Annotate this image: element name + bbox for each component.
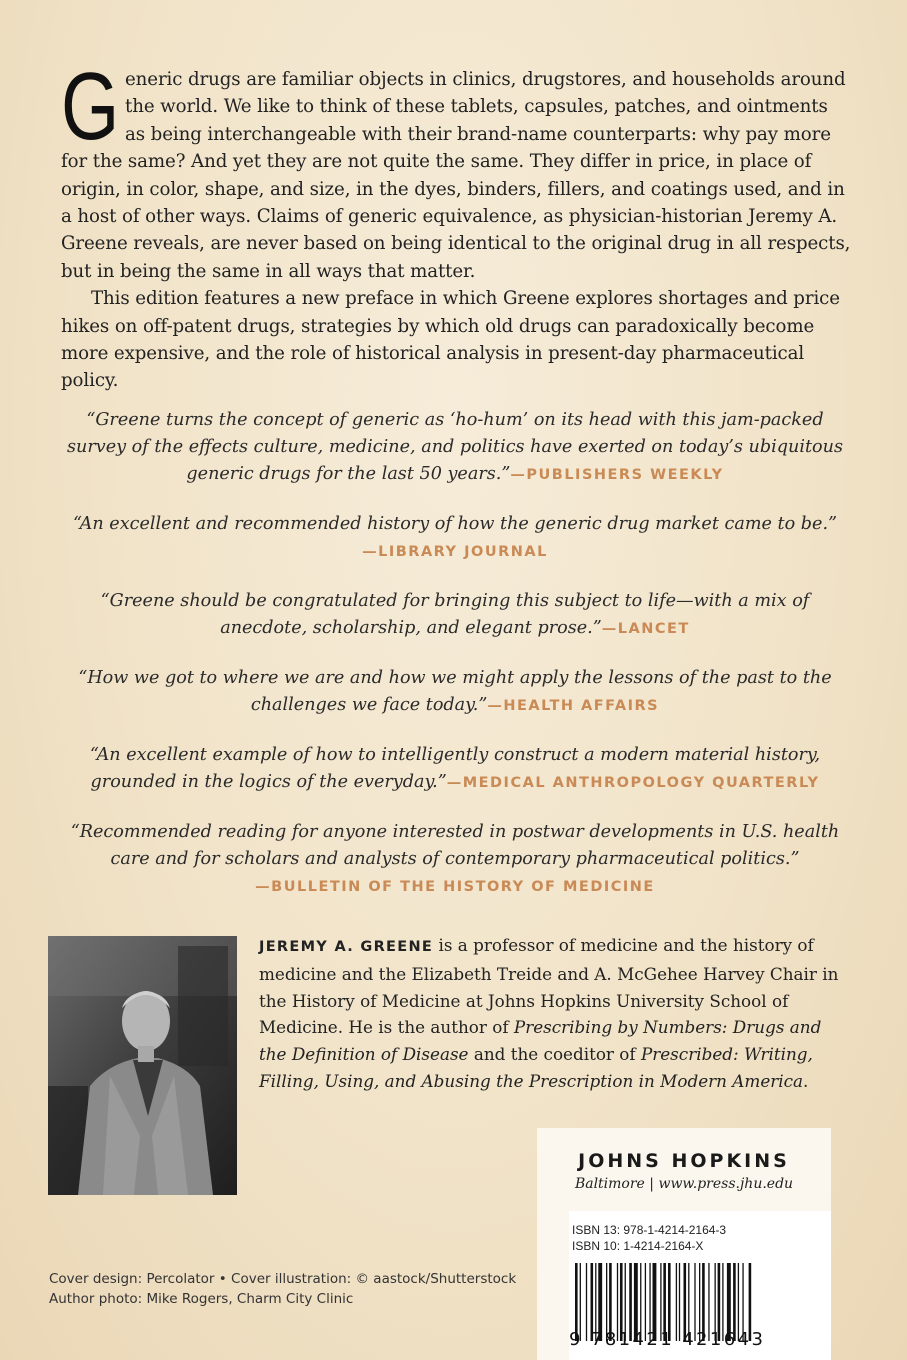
credits-line-2: Author photo: Mike Rogers, Charm City Clinic bbox=[49, 1291, 354, 1307]
description-paragraph-1 bbox=[61, 53, 851, 285]
bio-text: and the coeditor of bbox=[468, 1044, 641, 1065]
quote-text: “Recommended reading for anyone interested in postwar developments in U.S. health care and for scholars and analysts of contemporary pharmaceutical politics.” bbox=[70, 822, 840, 869]
publisher-box bbox=[537, 1128, 831, 1360]
quote-source: —PUBLISHERS WEEKLY bbox=[510, 467, 724, 483]
description-paragraph-2: This edition features a new preface in which Greene explores shortages and price hikes on off-patent drugs, strategies by which old drugs can paradoxically become more expensive, and the role of historical analysis in present-day pharmaceutical policy. bbox=[61, 288, 840, 392]
author-photo bbox=[48, 936, 237, 1195]
publisher-name: JOHNS HOPKINS bbox=[578, 1150, 790, 1172]
author-name: JEREMY A. GREENE bbox=[259, 939, 434, 955]
paragraph-1-text: eneric drugs are familiar objects in clinics, drugstores, and households around the world. We like to think of these tablets, capsules, patches, and ointments as being interchangeable with their brand-name counterparts: why pay more for the same? And yet they are not quite the same. They differ in price, in place of origin, in color, shape, and size, in the dyes, binders, fillers, and coatings used, and in a host of other ways. Claims of generic equivalence, as physician-historian Jeremy A. Greene reveals, are never based on being identical to the original drug in all respects, but in being the same in all ways that matter. bbox=[61, 69, 851, 282]
quote-text: “Greene turns the concept of generic as ‘ho-hum’ on its head with this jam-packed survey of the effects culture, medicine, and politics have exerted on today’s ubiquitous generic drugs for the last 50 years.” bbox=[67, 410, 843, 484]
quote-source: —LANCET bbox=[601, 621, 690, 637]
author-bio bbox=[259, 932, 849, 1095]
isbn-13: ISBN 13: 978-1-4214-2164-3 bbox=[572, 1223, 727, 1237]
publisher-city: Baltimore bbox=[574, 1176, 645, 1192]
review-quote bbox=[60, 665, 850, 720]
review-quote bbox=[60, 742, 850, 797]
cover-credits bbox=[49, 1269, 516, 1309]
quote-source: —LIBRARY JOURNAL bbox=[362, 544, 548, 560]
quote-text: “Greene should be congratulated for bringing this subject to life—with a mix of anecdote, scholarship, and elegant prose.” bbox=[100, 591, 810, 638]
credits-line-1: Cover design: Percolator • Cover illustration: © aastock/Shutterstock bbox=[49, 1271, 517, 1287]
quote-source: —BULLETIN OF THE HISTORY OF MEDICINE bbox=[255, 879, 655, 895]
quote-source: —HEALTH AFFAIRS bbox=[487, 698, 660, 714]
publisher-info bbox=[537, 1176, 831, 1192]
publisher-separator: | bbox=[644, 1176, 659, 1192]
review-quote bbox=[60, 819, 850, 901]
author-photo-image bbox=[48, 936, 237, 1195]
isbn-10: ISBN 10: 1-4214-2164-X bbox=[572, 1239, 704, 1253]
quote-text: “An excellent and recommended history of how the generic drug market came to be.” bbox=[72, 514, 838, 534]
publisher-url[interactable]: www.press.jhu.edu bbox=[658, 1176, 794, 1192]
book-description bbox=[61, 53, 851, 395]
book-title: Prescribing by Numbers: Drugs and the Definition of Disease bbox=[259, 1017, 822, 1065]
bio-text: . bbox=[803, 1070, 809, 1091]
quote-source: —MEDICAL ANTHROPOLOGY QUARTERLY bbox=[446, 775, 820, 791]
isbn-sticker bbox=[569, 1211, 831, 1360]
quote-text: “An excellent example of how to intelligently construct a modern material history, grounded in the logics of the everyday.” bbox=[89, 745, 821, 792]
barcode-digits: 9 781421 421643 bbox=[569, 1329, 766, 1350]
review-quote bbox=[60, 588, 850, 643]
drop-cap: G bbox=[61, 53, 120, 160]
book-title: Prescribed: Writing, Filling, Using, and Abusing the Prescription in Modern America bbox=[259, 1044, 813, 1091]
review-quotes bbox=[60, 407, 850, 923]
quote-text: “How we got to where we are and how we might apply the lessons of the past to the challenges we face today.” bbox=[78, 668, 832, 715]
review-quote bbox=[60, 407, 850, 489]
bio-text: is a professor of medicine and the history of medicine and the Elizabeth Treide and A. McGehee Harvey Chair in the History of Medicine at Johns Hopkins University School of Medicine. He is the author of bbox=[259, 935, 839, 1038]
review-quote bbox=[60, 511, 850, 566]
